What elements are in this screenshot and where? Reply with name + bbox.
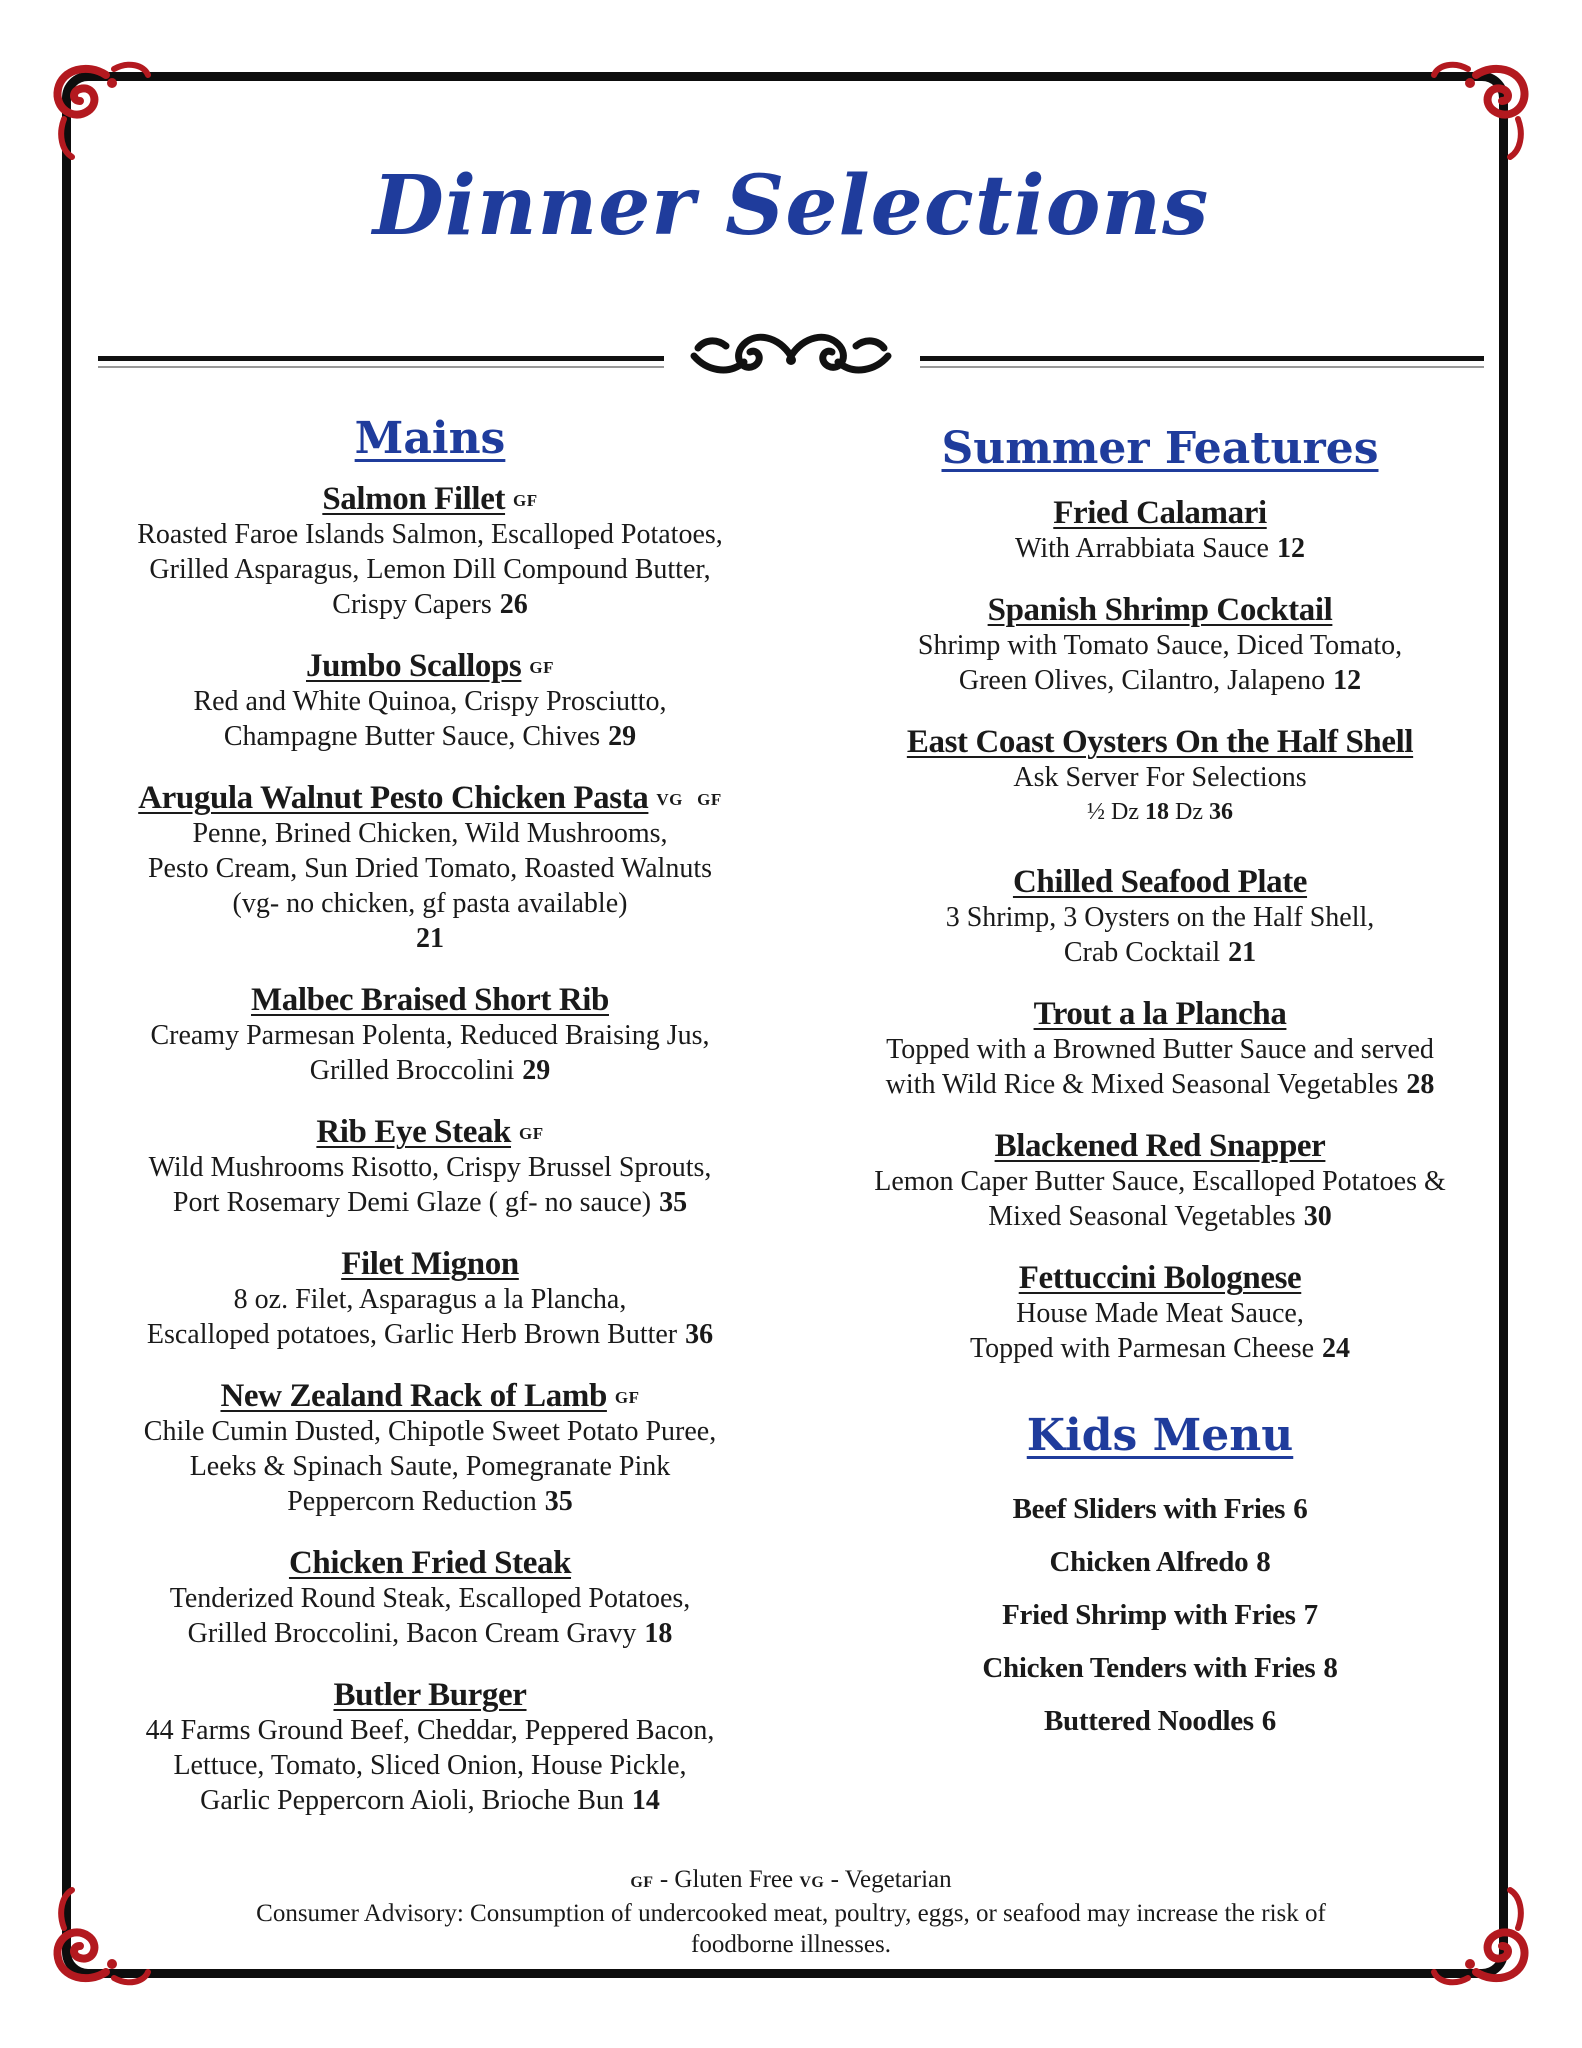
menu-item [820, 996, 1500, 1102]
item-description: Port Rosemary Demi Glaze ( gf- no sauce) [172, 1187, 652, 1219]
gf-legend-tag: GF [630, 1874, 654, 1891]
menu-item [90, 1246, 770, 1352]
divider-line-left [98, 356, 664, 368]
item-description: Shrimp with Tomato Sauce, Diced Tomato, [917, 630, 1403, 662]
kids-menu-heading: Kids Menu [1026, 1410, 1294, 1462]
item-description: Lemon Caper Butter Sauce, Escalloped Potatoes & [874, 1166, 1446, 1198]
item-description: Champagne Butter Sauce, Chives [223, 721, 601, 753]
menu-item [90, 481, 770, 622]
menu-item [820, 495, 1500, 566]
item-description: Creamy Parmesan Polenta, Reduced Braising Jus, [150, 1020, 710, 1052]
item-description: (vg- no chicken, gf pasta available) [232, 888, 628, 920]
item-name: Arugula Walnut Pesto Chicken Pasta [138, 780, 649, 817]
item-description: Wild Mushrooms Risotto, Crispy Brussel Sprouts, [148, 1152, 712, 1184]
item-price: 24 [1322, 1333, 1351, 1365]
kids-item [820, 1536, 1500, 1589]
kids-item-price: 7 [1303, 1598, 1318, 1631]
menu-item [90, 780, 770, 956]
item-description: Peppercorn Reduction [287, 1486, 537, 1518]
item-name: Blackened Red Snapper [994, 1128, 1326, 1165]
item-description: Crab Cocktail [1063, 937, 1221, 969]
menu-item [820, 864, 1500, 970]
item-description: Tenderized Round Steak, Escalloped Potatoes, [169, 1583, 691, 1615]
item-price: 35 [544, 1486, 573, 1518]
item-description: Penne, Brined Chicken, Wild Mushrooms, [192, 818, 668, 850]
item-price: 29 [608, 721, 637, 753]
item-description: 8 oz. Filet, Asparagus a la Plancha, [233, 1284, 627, 1316]
item-name: Fried Calamari [1053, 495, 1267, 532]
item-name: Chilled Seafood Plate [1012, 864, 1308, 901]
menu-item [90, 648, 770, 754]
item-name: Jumbo Scallops [306, 648, 522, 685]
item-description: Green Olives, Cilantro, Jalapeno [958, 665, 1326, 697]
item-price: 28 [1406, 1069, 1435, 1101]
diet-tag: GF [529, 658, 554, 678]
menu-item [90, 1114, 770, 1220]
kids-item-price: 8 [1256, 1545, 1271, 1578]
item-name: Trout a la Plancha [1033, 996, 1287, 1033]
item-description: Roasted Faroe Islands Salmon, Escalloped Potatoes, [137, 519, 723, 551]
menu-item [820, 1260, 1500, 1366]
item-price: 18 [644, 1618, 673, 1650]
item-description: House Made Meat Sauce, [1016, 1298, 1304, 1330]
item-description: Crispy Capers [332, 589, 492, 621]
diet-tag: GF [519, 1124, 544, 1144]
scroll-ornament-icon [686, 318, 896, 388]
vg-legend-text: - Vegetarian [830, 1866, 952, 1893]
item-price: 21 [416, 923, 444, 955]
corner-flourish-icon [48, 55, 158, 165]
item-name: Salmon Fillet [322, 481, 506, 518]
consumer-advisory-cont: foodborne illnesses. [691, 1931, 891, 1958]
item-name: East Coast Oysters On the Half Shell [906, 724, 1414, 761]
legend [120, 1864, 1462, 1898]
summer-features-column [820, 425, 1500, 1748]
item-price: 30 [1303, 1201, 1332, 1233]
item-description: With Arrabbiata Sauce [1015, 533, 1269, 565]
kids-item [820, 1695, 1500, 1748]
item-name: Rib Eye Steak [316, 1114, 512, 1151]
half-dozen-price: 18 [1145, 799, 1169, 826]
menu-item [90, 1677, 770, 1818]
item-name: Fettuccini Bolognese [1018, 1260, 1302, 1297]
kids-item-name: Chicken Tenders with Fries [982, 1651, 1316, 1684]
item-description: with Wild Rice & Mixed Seasonal Vegetables [885, 1069, 1399, 1101]
item-description: Mixed Seasonal Vegetables [988, 1201, 1296, 1233]
mains-heading: Mains [354, 413, 506, 464]
kids-item-price: 6 [1261, 1704, 1276, 1737]
item-description: Grilled Asparagus, Lemon Dill Compound Butter, [149, 554, 711, 586]
item-description: Topped with a Browned Butter Sauce and served [886, 1034, 1434, 1066]
kids-item [820, 1483, 1500, 1536]
consumer-advisory: Consumer Advisory: Consumption of undercooked meat, poultry, eggs, or seafood may increase the risk of [256, 1900, 1326, 1927]
page-title: Dinner Selections [372, 158, 1210, 254]
menu-item [820, 1128, 1500, 1234]
item-price: 36 [685, 1319, 714, 1351]
menu-item [90, 1378, 770, 1519]
item-description: Ask Server For Selections [1013, 762, 1307, 794]
item-price: 29 [522, 1055, 551, 1087]
footer [120, 1864, 1462, 1960]
item-description: Leeks & Spinach Saute, Pomegranate Pink [189, 1451, 671, 1483]
diet-tag: GF [513, 491, 538, 511]
item-name: Chicken Fried Steak [288, 1545, 572, 1582]
item-price: 14 [631, 1785, 660, 1817]
item-price: 12 [1333, 665, 1362, 697]
dozen-label: Dz [1175, 799, 1203, 826]
menu-item [90, 1545, 770, 1651]
item-description: Topped with Parmesan Cheese [969, 1333, 1315, 1365]
diet-tag: VG GF [656, 790, 722, 810]
kids-item [820, 1642, 1500, 1695]
half-dozen-label: ½ Dz [1087, 799, 1139, 826]
dozen-price: 36 [1208, 799, 1233, 826]
item-description: Red and White Quinoa, Crispy Prosciutto, [193, 686, 667, 718]
menu-item [90, 982, 770, 1088]
vg-legend-tag: VG [799, 1874, 825, 1891]
menu-item [820, 592, 1500, 698]
item-description: 44 Farms Ground Beef, Cheddar, Peppered Bacon, [145, 1715, 715, 1747]
kids-item-price: 6 [1293, 1492, 1308, 1525]
corner-flourish-icon [1424, 55, 1534, 165]
item-name: Filet Mignon [341, 1246, 519, 1283]
item-description: Chile Cumin Dusted, Chipotle Sweet Potato Puree, [143, 1416, 717, 1448]
item-description: Pesto Cream, Sun Dried Tomato, Roasted Walnuts [147, 853, 713, 885]
kids-item-name: Chicken Alfredo [1049, 1545, 1249, 1578]
item-description: Escalloped potatoes, Garlic Herb Brown Butter [146, 1319, 678, 1351]
diet-tag: GF [614, 1388, 640, 1408]
item-price: 35 [659, 1187, 688, 1219]
item-description: Grilled Broccolini, Bacon Cream Gravy [187, 1618, 637, 1650]
item-price: 12 [1276, 533, 1305, 565]
kids-item-name: Buttered Noodles [1044, 1704, 1254, 1737]
item-price: 21 [1228, 937, 1257, 969]
menu-item [820, 724, 1500, 830]
gf-legend-text: - Gluten Free [659, 1866, 794, 1893]
item-name: Malbec Braised Short Rib [251, 982, 609, 1019]
item-price: 26 [499, 589, 528, 621]
mains-column [90, 415, 770, 1844]
kids-item-name: Fried Shrimp with Fries [1002, 1598, 1296, 1631]
item-name: Butler Burger [333, 1677, 527, 1714]
kids-item [820, 1589, 1500, 1642]
item-name: Spanish Shrimp Cocktail [987, 592, 1333, 629]
item-description: Grilled Broccolini [309, 1055, 515, 1087]
summer-features-heading: Summer Features [941, 423, 1379, 474]
item-description: Garlic Peppercorn Aioli, Brioche Bun [200, 1785, 624, 1817]
item-description: 3 Shrimp, 3 Oysters on the Half Shell, [945, 902, 1375, 934]
item-name: New Zealand Rack of Lamb [220, 1378, 607, 1415]
item-description: Lettuce, Tomato, Sliced Onion, House Pickle, [173, 1750, 687, 1782]
kids-item-name: Beef Sliders with Fries [1012, 1492, 1286, 1525]
divider-line-right [920, 356, 1484, 368]
kids-item-price: 8 [1323, 1651, 1338, 1684]
